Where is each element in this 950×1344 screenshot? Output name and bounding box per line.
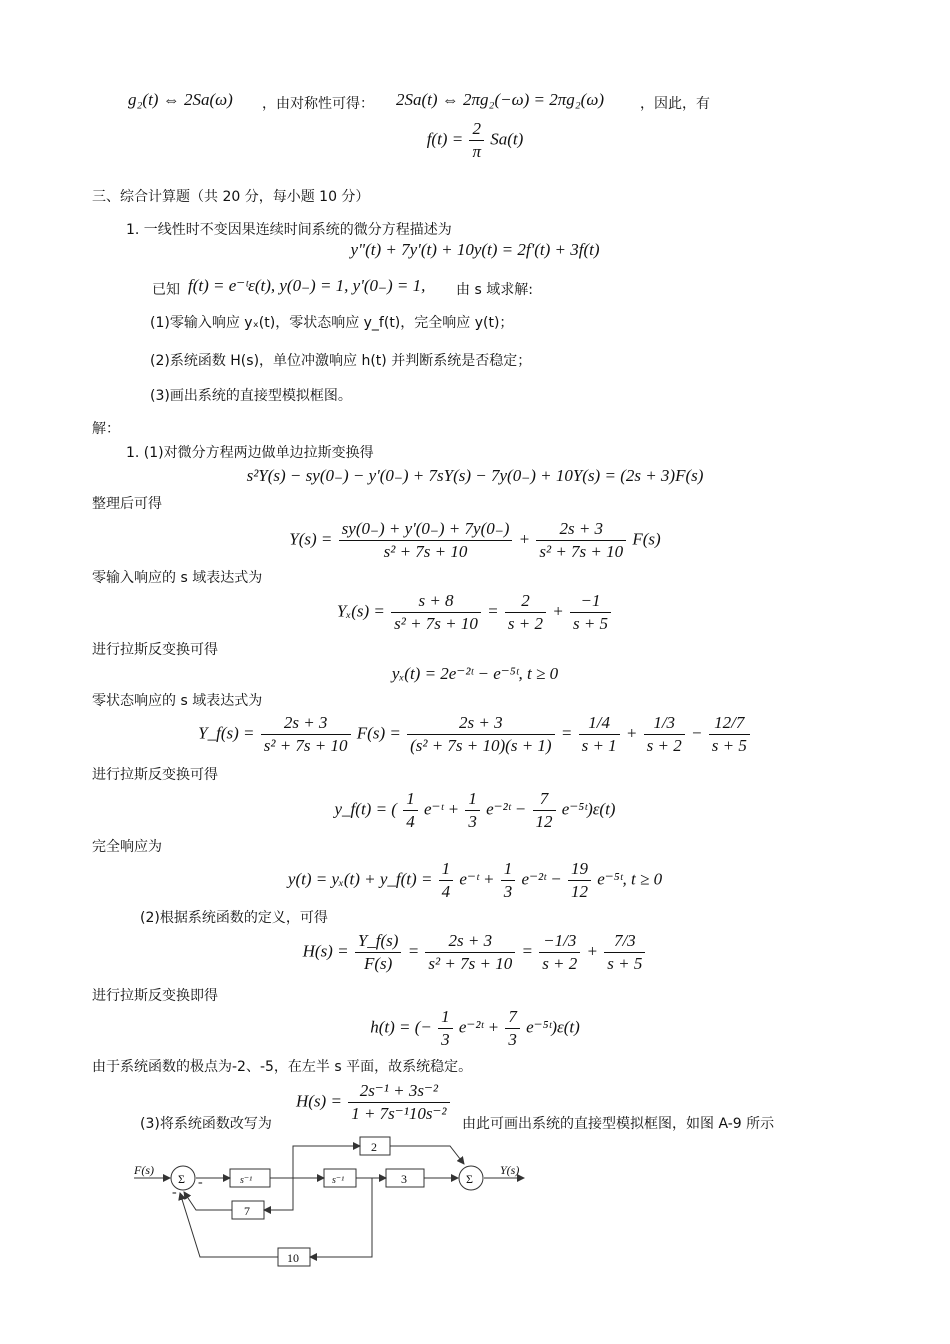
- solution-step3: 零输入响应的 s 域表达式为: [92, 570, 263, 586]
- eq-differential: y"(t) + 7y'(t) + 10y(t) = 2f'(t) + 3f(t): [350, 240, 600, 259]
- solution-step7: 完全响应为: [92, 839, 162, 855]
- branch-g7-out: [184, 1192, 232, 1210]
- eq-y-total: y(t) = yₓ(t) + y_f(t) = $\frac{1}{4}$ e⁻ᵗ + $\frac{1}{3}$ e⁻²ᵗ − $\frac{19}{12}$ e⁻⁵ᵗ, t ≥ 0: [287, 859, 663, 901]
- part1: (1)零输入响应 yₓ(t)，零状态响应 y_f(t)，完全响应 y(t)；: [150, 315, 514, 331]
- symmetry-text: ，由对称性可得：: [262, 96, 374, 112]
- eq-f-result: f(t) = $\frac{2}{\pi}$ Sa(t): [426, 119, 524, 161]
- label-minus-1: -: [198, 1175, 203, 1190]
- solution-label: 解：: [92, 421, 120, 437]
- label-sum-2: Σ: [466, 1172, 473, 1186]
- stability-statement: 由于系统函数的极点为-2、-5，在左半 s 平面，故系统稳定。: [92, 1059, 473, 1075]
- eq-yx-time: yₓ(t) = 2e⁻²ᵗ − e⁻⁵ᵗ, t ≥ 0: [391, 664, 559, 683]
- label-output: Y(s): [500, 1163, 520, 1177]
- branch-g7: [264, 1178, 293, 1210]
- known-tail: 由 s 域求解:: [456, 282, 533, 298]
- label-gain-10: 10: [287, 1251, 299, 1265]
- question-intro: 1. 一线性时不变因果连续时间系统的微分方程描述为: [126, 222, 452, 238]
- label-minus-2: -: [172, 1185, 177, 1200]
- eq-yf-time: y_f(t) = ( $\frac{1}{4}$ e⁻ᵗ + $\frac{1}{3}$ e⁻²ᵗ − $\frac{7}{12}$ e⁻⁵ᵗ)ε(t): [334, 789, 616, 831]
- label-gain-3: 3: [401, 1172, 407, 1186]
- solution-step1: 1. (1)对微分方程两边做单边拉斯变换得: [126, 445, 374, 461]
- gain-block-10: [278, 1248, 310, 1266]
- gain-block-7: [232, 1201, 264, 1219]
- eq-H-rewritten: H(s) = $\frac{\text{2s⁻¹ + 3s⁻²}}{\text{1 + 7s⁻¹10s⁻²}}$: [296, 1080, 452, 1125]
- branch-g10: [310, 1178, 372, 1257]
- branch-g2-out: [390, 1146, 464, 1164]
- eq-laplace: s²Y(s) − sy(0₋) − y'(0₋) + 7sY(s) − 7y(0₋) + 10Y(s) = (2s + 3)F(s): [246, 466, 704, 485]
- label-sum-1: Σ: [178, 1172, 185, 1186]
- branch-g10-out: [180, 1193, 278, 1257]
- eq-h-time: h(t) = (− $\frac{1}{3}$ e⁻²ᵗ + $\frac{7}{3}$ e⁻⁵ᵗ)ε(t): [370, 1007, 580, 1049]
- gain-block-2: [360, 1137, 390, 1155]
- solution-step8: (2)根据系统函数的定义，可得: [140, 910, 328, 926]
- branch-g2: [293, 1146, 360, 1178]
- eq-Y-total: Y(s) = $\frac{sy(0_-) + y'(0_-) + 7y(0_-)}{\text{s² + 7s + 10}}$ + $\frac{2s + 3}{\text{s² + 7s + 10}}$ F(s): [289, 519, 661, 561]
- eq-g2-transform: g₂(t) ⇔ 2Sa(ω): [128, 90, 233, 109]
- integrator-block-2: [324, 1169, 356, 1187]
- eq-H: H(s) = $\frac{Y\_f(s)}{F(s)}$ = $\frac{2s + 3}{\text{s² + 7s + 10}}$ = $\frac{-1/3}{s + 2}$ + $\frac{7/3}{s + 5}$: [0, 930, 950, 975]
- label-int-1: s⁻¹: [240, 1175, 253, 1186]
- solution-step6: 进行拉斯反变换可得: [92, 767, 218, 783]
- label-gain-2: 2: [371, 1140, 377, 1154]
- solution-step11: (3)将系统函数改写为: [140, 1116, 272, 1132]
- integrator-block-1: [230, 1169, 270, 1187]
- label-input: F(s): [134, 1163, 154, 1177]
- eq-Yx: Yₓ(s) = $\frac{s + 8}{\text{s² + 7s + 10}}$ = $\frac{2}{s + 2}$ + $\frac{-1}{s + 5}$: [0, 590, 950, 635]
- solution-step12: 由此可画出系统的直接型模拟框图，如图 A-9 所示: [462, 1116, 775, 1132]
- solution-step9: 进行拉斯反变换即得: [92, 988, 218, 1004]
- part3: (3)画出系统的直接型模拟框图。: [150, 388, 352, 404]
- part2: (2)系统函数 H(s)，单位冲激响应 h(t) 并判断系统是否稳定；: [150, 353, 532, 369]
- gain-block-3: [386, 1169, 424, 1187]
- solution-step5: 零状态响应的 s 域表达式为: [92, 693, 263, 709]
- eq-symmetry: 2Sa(t) ⇔ 2πg₂(−ω) = 2πg₂(ω): [396, 90, 604, 109]
- solution-step2: 整理后可得: [92, 496, 162, 512]
- sum-node-2: [459, 1166, 483, 1190]
- therefore-text: ，因此，有: [640, 96, 710, 112]
- eq-Yf: Y_f(s) = $\frac{2s + 3}{\text{s² + 7s + 10}}$ F(s) = $\frac{2s + 3}{\text{(s² + 7s + 10)(s + 1)}}$ = $\frac{1/4}{s + 1}$ + $\frac{1/3}{s + 2}$ − $\frac{12/7}{s + 5}$: [0, 712, 950, 757]
- solution-step4: 进行拉斯反变换可得: [92, 642, 218, 658]
- label-int-2: s⁻¹: [332, 1175, 345, 1186]
- label-gain-7: 7: [244, 1204, 250, 1218]
- section-heading: 三、综合计算题（共 20 分，每小题 10 分）: [92, 189, 370, 205]
- known-label: 已知: [152, 282, 180, 298]
- sum-node-1: [171, 1166, 195, 1190]
- eq-known: f(t) = e⁻ᵗε(t), y(0₋) = 1, y'(0₋) = 1,: [188, 276, 426, 295]
